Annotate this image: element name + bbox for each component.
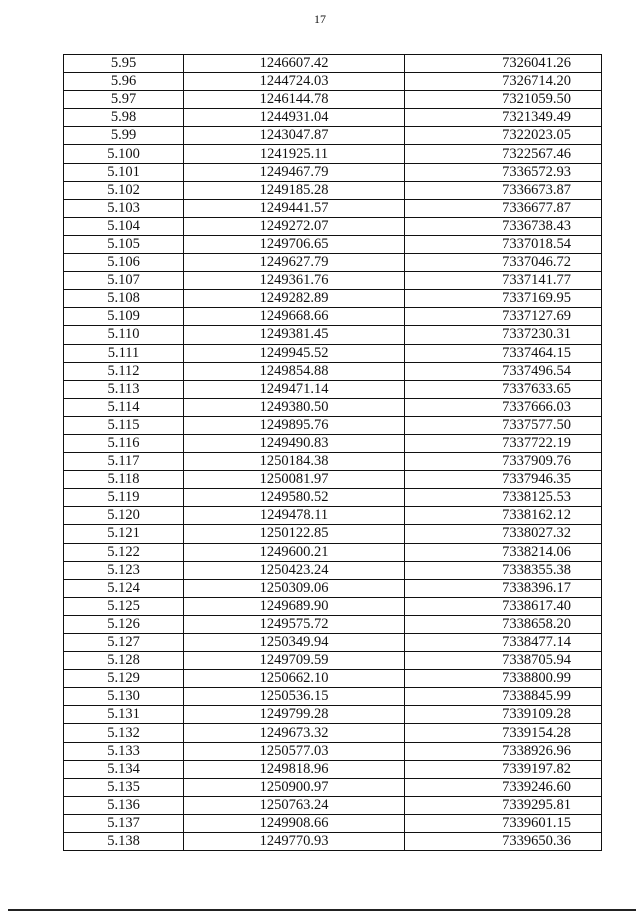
x-coordinate-cell: 1249490.83 xyxy=(184,434,405,452)
table-row xyxy=(64,344,602,362)
table-row xyxy=(64,525,602,543)
x-coordinate-cell: 1249467.79 xyxy=(184,163,405,181)
y-coordinate-cell: 7322567.46 xyxy=(405,145,602,163)
point-number-cell: 5.134 xyxy=(64,760,184,778)
table-row xyxy=(64,724,602,742)
x-coordinate-cell: 1250423.24 xyxy=(184,561,405,579)
x-coordinate-cell: 1249441.57 xyxy=(184,199,405,217)
y-coordinate-cell: 7338477.14 xyxy=(405,634,602,652)
x-coordinate-cell: 1249895.76 xyxy=(184,416,405,434)
y-coordinate-cell: 7339246.60 xyxy=(405,778,602,796)
point-number-cell: 5.120 xyxy=(64,507,184,525)
x-coordinate-cell: 1249380.50 xyxy=(184,398,405,416)
x-coordinate-cell: 1250184.38 xyxy=(184,453,405,471)
point-number-cell: 5.118 xyxy=(64,471,184,489)
point-number-cell: 5.128 xyxy=(64,652,184,670)
x-coordinate-cell: 1249908.66 xyxy=(184,814,405,832)
y-coordinate-cell: 7337946.35 xyxy=(405,471,602,489)
y-coordinate-cell: 7337633.65 xyxy=(405,380,602,398)
y-coordinate-cell: 7322023.05 xyxy=(405,127,602,145)
y-coordinate-cell: 7336673.87 xyxy=(405,181,602,199)
table-row xyxy=(64,670,602,688)
y-coordinate-cell: 7338845.99 xyxy=(405,688,602,706)
table-row xyxy=(64,833,602,851)
y-coordinate-cell: 7337722.19 xyxy=(405,434,602,452)
x-coordinate-cell: 1249706.65 xyxy=(184,235,405,253)
table-row xyxy=(64,73,602,91)
y-coordinate-cell: 7336738.43 xyxy=(405,217,602,235)
point-number-cell: 5.112 xyxy=(64,362,184,380)
point-number-cell: 5.96 xyxy=(64,73,184,91)
point-number-cell: 5.113 xyxy=(64,380,184,398)
x-coordinate-cell: 1250122.85 xyxy=(184,525,405,543)
x-coordinate-cell: 1249854.88 xyxy=(184,362,405,380)
table-row xyxy=(64,55,602,73)
page-number: 17 xyxy=(314,12,326,26)
x-coordinate-cell: 1246144.78 xyxy=(184,91,405,109)
y-coordinate-cell: 7337666.03 xyxy=(405,398,602,416)
table-row xyxy=(64,453,602,471)
point-number-cell: 5.114 xyxy=(64,398,184,416)
table-row xyxy=(64,145,602,163)
point-number-cell: 5.95 xyxy=(64,55,184,73)
y-coordinate-cell: 7338396.17 xyxy=(405,579,602,597)
y-coordinate-cell: 7338617.40 xyxy=(405,597,602,615)
table-row xyxy=(64,471,602,489)
point-number-cell: 5.117 xyxy=(64,453,184,471)
table-row xyxy=(64,507,602,525)
table-row xyxy=(64,706,602,724)
point-number-cell: 5.111 xyxy=(64,344,184,362)
table-row xyxy=(64,688,602,706)
x-coordinate-cell: 1250577.03 xyxy=(184,742,405,760)
point-number-cell: 5.123 xyxy=(64,561,184,579)
point-number-cell: 5.130 xyxy=(64,688,184,706)
point-number-cell: 5.102 xyxy=(64,181,184,199)
point-number-cell: 5.105 xyxy=(64,235,184,253)
x-coordinate-cell: 1249471.14 xyxy=(184,380,405,398)
y-coordinate-cell: 7336572.93 xyxy=(405,163,602,181)
point-number-cell: 5.109 xyxy=(64,308,184,326)
x-coordinate-cell: 1249709.59 xyxy=(184,652,405,670)
table-row xyxy=(64,235,602,253)
x-coordinate-cell: 1244931.04 xyxy=(184,109,405,127)
y-coordinate-cell: 7338926.96 xyxy=(405,742,602,760)
table-row xyxy=(64,362,602,380)
y-coordinate-cell: 7326714.20 xyxy=(405,73,602,91)
point-number-cell: 5.126 xyxy=(64,615,184,633)
y-coordinate-cell: 7338800.99 xyxy=(405,670,602,688)
point-number-cell: 5.110 xyxy=(64,326,184,344)
y-coordinate-cell: 7339295.81 xyxy=(405,796,602,814)
y-coordinate-cell: 7338125.53 xyxy=(405,489,602,507)
x-coordinate-cell: 1249580.52 xyxy=(184,489,405,507)
point-number-cell: 5.98 xyxy=(64,109,184,127)
y-coordinate-cell: 7338162.12 xyxy=(405,507,602,525)
point-number-cell: 5.136 xyxy=(64,796,184,814)
point-number-cell: 5.103 xyxy=(64,199,184,217)
x-coordinate-cell: 1249282.89 xyxy=(184,290,405,308)
y-coordinate-cell: 7338027.32 xyxy=(405,525,602,543)
y-coordinate-cell: 7338658.20 xyxy=(405,615,602,633)
x-coordinate-cell: 1241925.11 xyxy=(184,145,405,163)
x-coordinate-cell: 1250662.10 xyxy=(184,670,405,688)
y-coordinate-cell: 7326041.26 xyxy=(405,55,602,73)
point-number-cell: 5.131 xyxy=(64,706,184,724)
table-row xyxy=(64,796,602,814)
x-coordinate-cell: 1249381.45 xyxy=(184,326,405,344)
table-row xyxy=(64,434,602,452)
y-coordinate-cell: 7337169.95 xyxy=(405,290,602,308)
x-coordinate-cell: 1246607.42 xyxy=(184,55,405,73)
y-coordinate-cell: 7321059.50 xyxy=(405,91,602,109)
table-row xyxy=(64,615,602,633)
y-coordinate-cell: 7339197.82 xyxy=(405,760,602,778)
y-coordinate-cell: 7321349.49 xyxy=(405,109,602,127)
x-coordinate-cell: 1249361.76 xyxy=(184,272,405,290)
x-coordinate-cell: 1249627.79 xyxy=(184,254,405,272)
x-coordinate-cell: 1249799.28 xyxy=(184,706,405,724)
x-coordinate-cell: 1243047.87 xyxy=(184,127,405,145)
point-number-cell: 5.106 xyxy=(64,254,184,272)
table-row xyxy=(64,290,602,308)
y-coordinate-cell: 7338355.38 xyxy=(405,561,602,579)
table-row xyxy=(64,579,602,597)
point-number-cell: 5.97 xyxy=(64,91,184,109)
x-coordinate-cell: 1249272.07 xyxy=(184,217,405,235)
point-number-cell: 5.116 xyxy=(64,434,184,452)
table-row xyxy=(64,597,602,615)
point-number-cell: 5.125 xyxy=(64,597,184,615)
bottom-rule xyxy=(8,909,636,911)
table-row xyxy=(64,561,602,579)
y-coordinate-cell: 7337141.77 xyxy=(405,272,602,290)
point-number-cell: 5.104 xyxy=(64,217,184,235)
x-coordinate-cell: 1249689.90 xyxy=(184,597,405,615)
point-number-cell: 5.129 xyxy=(64,670,184,688)
y-coordinate-cell: 7339109.28 xyxy=(405,706,602,724)
table-row xyxy=(64,652,602,670)
x-coordinate-cell: 1249818.96 xyxy=(184,760,405,778)
table-row xyxy=(64,634,602,652)
coordinates-table xyxy=(63,54,602,851)
x-coordinate-cell: 1250536.15 xyxy=(184,688,405,706)
point-number-cell: 5.99 xyxy=(64,127,184,145)
x-coordinate-cell: 1249945.52 xyxy=(184,344,405,362)
point-number-cell: 5.137 xyxy=(64,814,184,832)
table-row xyxy=(64,181,602,199)
table-row xyxy=(64,326,602,344)
point-number-cell: 5.119 xyxy=(64,489,184,507)
x-coordinate-cell: 1250763.24 xyxy=(184,796,405,814)
table-row xyxy=(64,760,602,778)
table-row xyxy=(64,543,602,561)
x-coordinate-cell: 1249478.11 xyxy=(184,507,405,525)
y-coordinate-cell: 7337046.72 xyxy=(405,254,602,272)
x-coordinate-cell: 1250081.97 xyxy=(184,471,405,489)
y-coordinate-cell: 7336677.87 xyxy=(405,199,602,217)
x-coordinate-cell: 1249673.32 xyxy=(184,724,405,742)
table-row xyxy=(64,778,602,796)
table-row xyxy=(64,199,602,217)
table-row xyxy=(64,814,602,832)
table-row xyxy=(64,91,602,109)
point-number-cell: 5.135 xyxy=(64,778,184,796)
y-coordinate-cell: 7337577.50 xyxy=(405,416,602,434)
y-coordinate-cell: 7337230.31 xyxy=(405,326,602,344)
point-number-cell: 5.108 xyxy=(64,290,184,308)
y-coordinate-cell: 7339650.36 xyxy=(405,833,602,851)
y-coordinate-cell: 7337909.76 xyxy=(405,453,602,471)
x-coordinate-cell: 1249770.93 xyxy=(184,833,405,851)
point-number-cell: 5.100 xyxy=(64,145,184,163)
x-coordinate-cell: 1250309.06 xyxy=(184,579,405,597)
y-coordinate-cell: 7338705.94 xyxy=(405,652,602,670)
table-row xyxy=(64,398,602,416)
y-coordinate-cell: 7338214.06 xyxy=(405,543,602,561)
table-row xyxy=(64,127,602,145)
table-row xyxy=(64,308,602,326)
y-coordinate-cell: 7339601.15 xyxy=(405,814,602,832)
table-body xyxy=(64,55,602,851)
y-coordinate-cell: 7337496.54 xyxy=(405,362,602,380)
table-row xyxy=(64,489,602,507)
point-number-cell: 5.115 xyxy=(64,416,184,434)
point-number-cell: 5.121 xyxy=(64,525,184,543)
point-number-cell: 5.127 xyxy=(64,634,184,652)
y-coordinate-cell: 7337464.15 xyxy=(405,344,602,362)
point-number-cell: 5.133 xyxy=(64,742,184,760)
table-row xyxy=(64,109,602,127)
x-coordinate-cell: 1250900.97 xyxy=(184,778,405,796)
table-row xyxy=(64,163,602,181)
point-number-cell: 5.124 xyxy=(64,579,184,597)
point-number-cell: 5.138 xyxy=(64,833,184,851)
y-coordinate-cell: 7337018.54 xyxy=(405,235,602,253)
point-number-cell: 5.122 xyxy=(64,543,184,561)
x-coordinate-cell: 1250349.94 xyxy=(184,634,405,652)
table-row xyxy=(64,380,602,398)
x-coordinate-cell: 1244724.03 xyxy=(184,73,405,91)
point-number-cell: 5.107 xyxy=(64,272,184,290)
point-number-cell: 5.101 xyxy=(64,163,184,181)
table-row xyxy=(64,217,602,235)
x-coordinate-cell: 1249575.72 xyxy=(184,615,405,633)
point-number-cell: 5.132 xyxy=(64,724,184,742)
table-row xyxy=(64,416,602,434)
table-row xyxy=(64,742,602,760)
table-row xyxy=(64,254,602,272)
y-coordinate-cell: 7339154.28 xyxy=(405,724,602,742)
x-coordinate-cell: 1249185.28 xyxy=(184,181,405,199)
x-coordinate-cell: 1249600.21 xyxy=(184,543,405,561)
y-coordinate-cell: 7337127.69 xyxy=(405,308,602,326)
x-coordinate-cell: 1249668.66 xyxy=(184,308,405,326)
table-row xyxy=(64,272,602,290)
